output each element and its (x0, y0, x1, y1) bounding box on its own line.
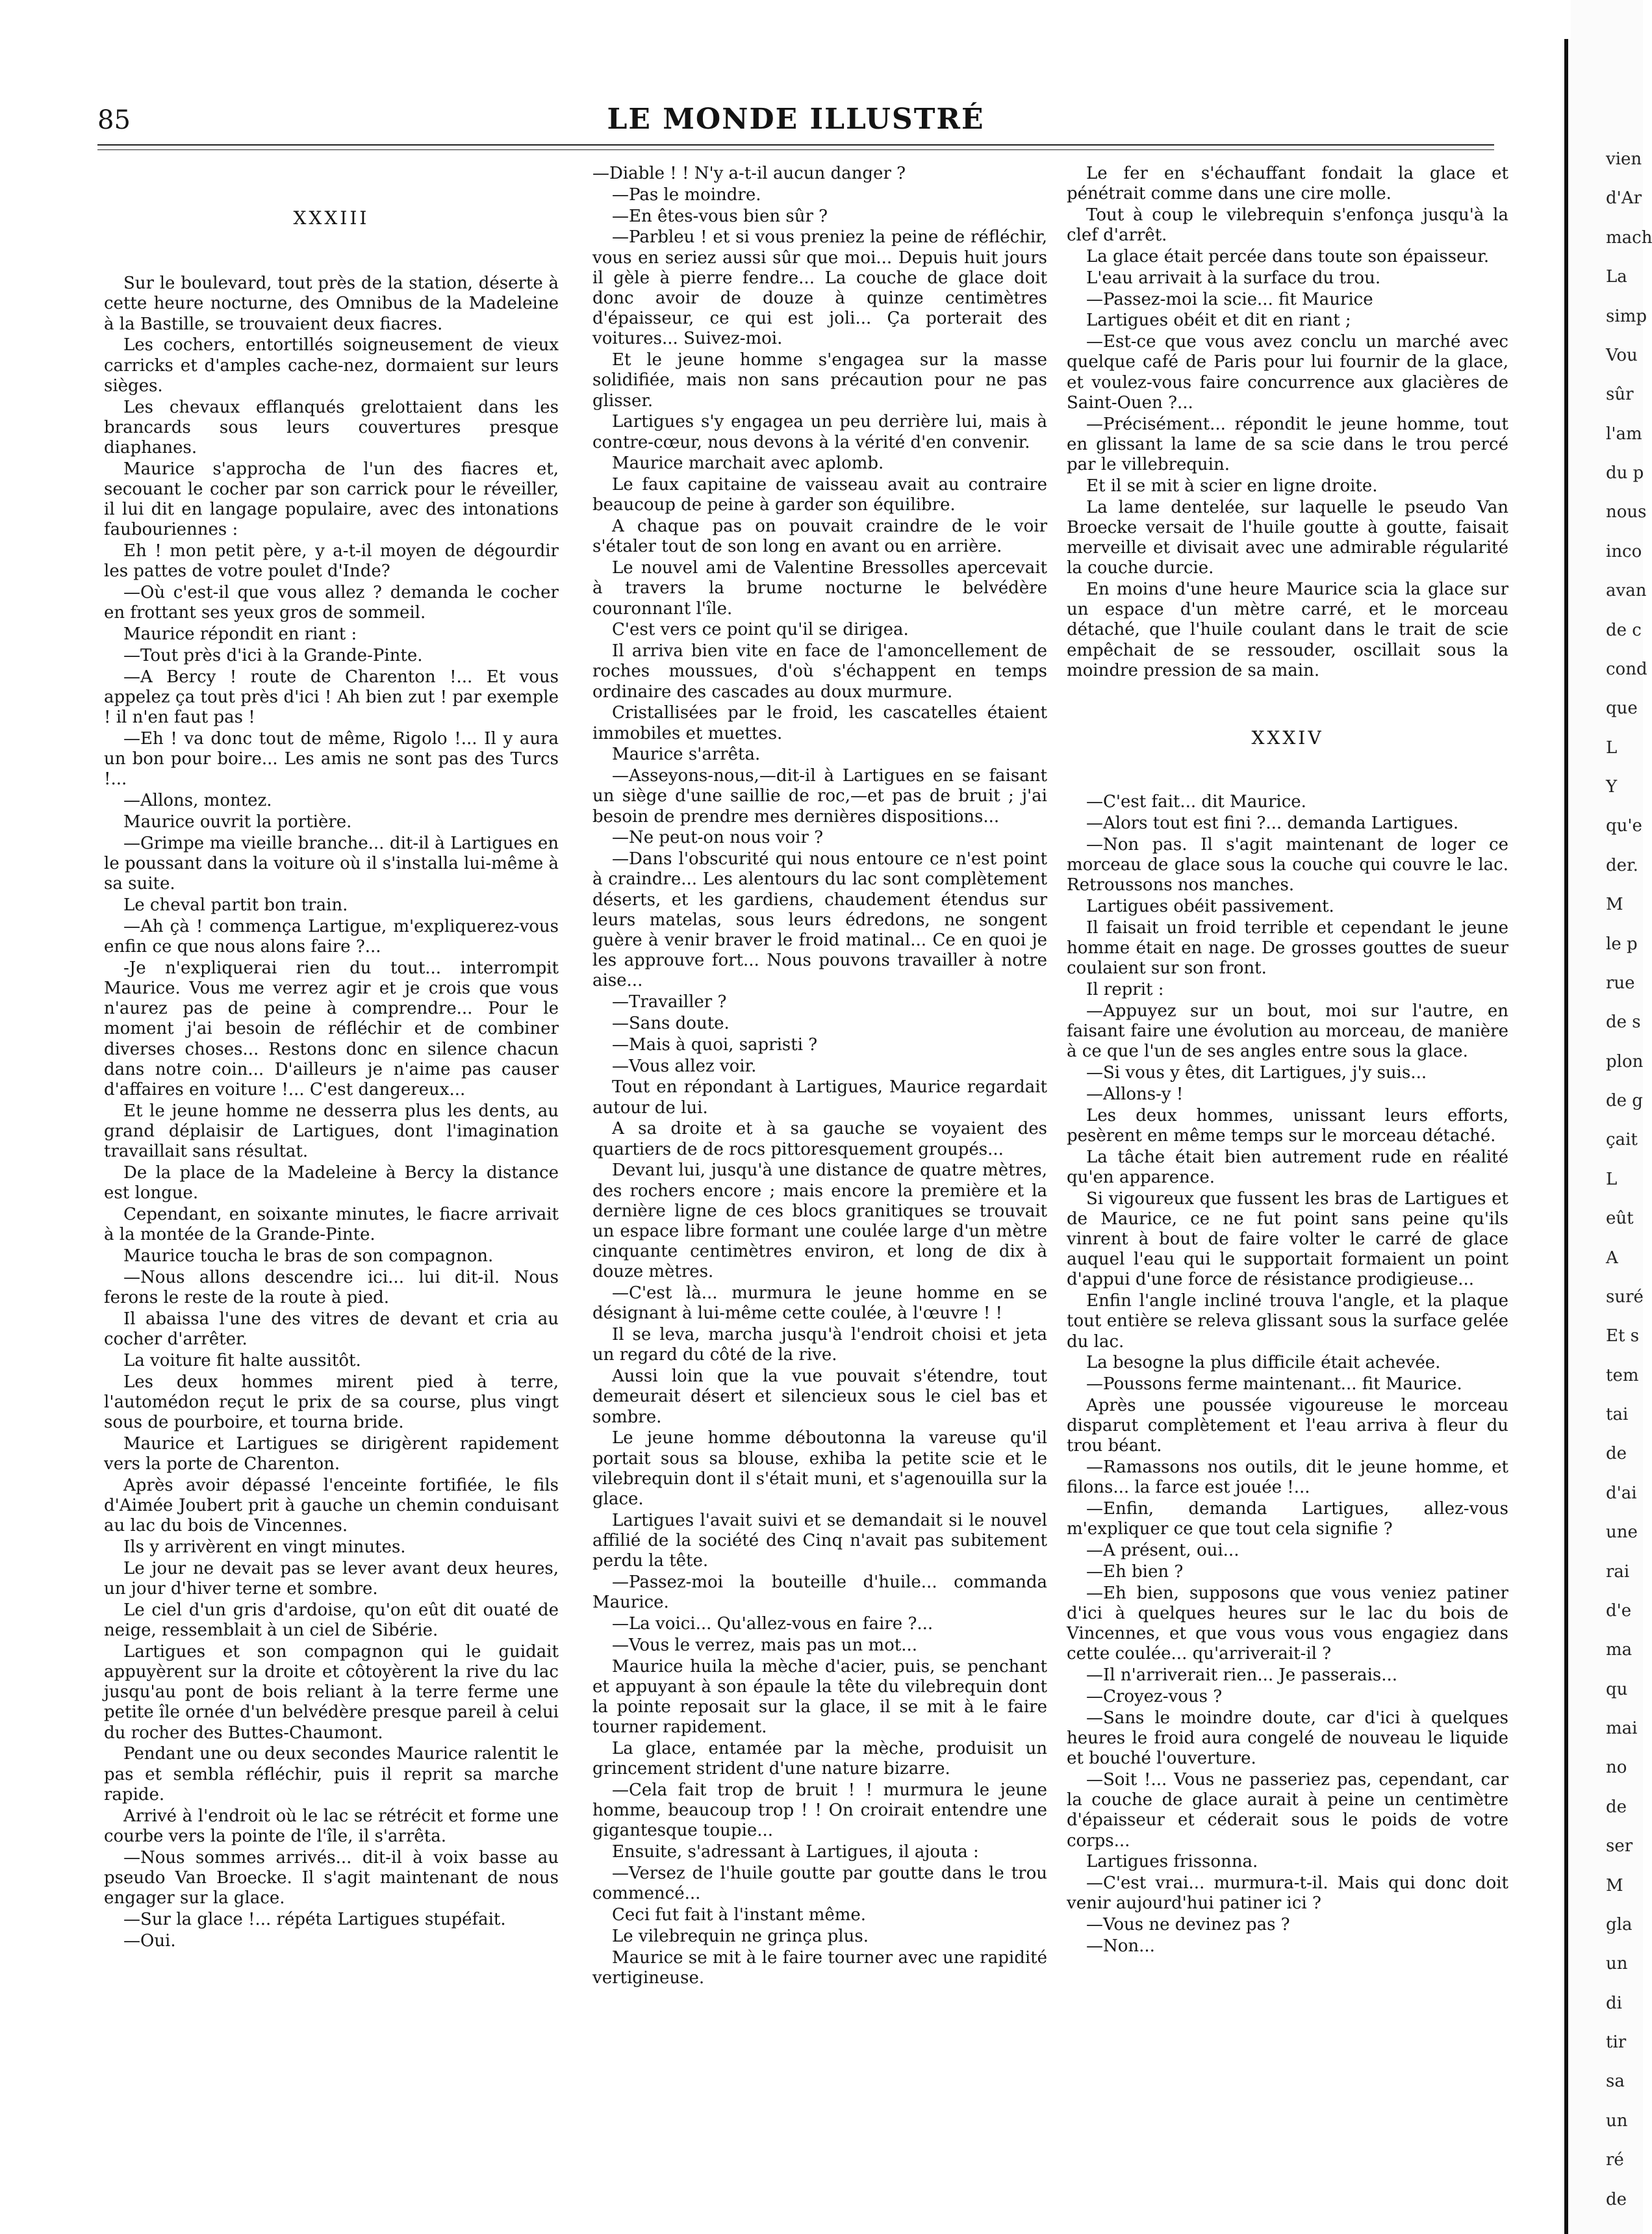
paragraph: —Oui. (123, 1931, 176, 1951)
column-divider (1564, 39, 1568, 2234)
paragraph: Le jour ne devait pas se lever avant deux heures, un jour d'hiver terne et sombre. (104, 1558, 559, 1599)
paragraph: —Eh bien, supposons que vous veniez patiner d'ici à quelques heures sur le lac du bois de Vincennes, et que vous vous vous engagiez dans cette coulée... qu'arriverait-il ? (1067, 1583, 1508, 1664)
paragraph: Maurice s'approcha de l'un des fiacres et, secouant le cocher par son carrick pour le réveiller, il lui dit en langage populaire, avec des intonations faubouriennes : (104, 459, 559, 540)
paragraph: Maurice marchait avec aplomb. (612, 454, 884, 474)
cropped-text-fragment: de g (1606, 1091, 1643, 1111)
paragraph: —C'est là... murmura le jeune homme en se désignant à lui-même cette coulée, à l'œuvre ! ! (592, 1283, 1047, 1324)
paragraph: —Alors tout est fini ?... demanda Lartigues. (1086, 814, 1459, 834)
paragraph: -Je n'expliquerai rien du tout... interrompit Maurice. Vous me verrez agir et je crois que vous n'aurez pas de peine à comprendre... Pour le moment j'ai besoin de réfléchir et de combiner diverses choses... Restons donc en silence chacun dans notre coin... D'ailleurs je n'aime pas causer d'affaires en voiture !... C'est dangereux... (104, 958, 559, 1100)
cropped-text-fragment: d'e (1606, 1600, 1632, 1621)
cropped-text-fragment: cond (1606, 659, 1647, 679)
paragraph: —A présent, oui... (1086, 1541, 1239, 1561)
paragraph: —Passez-moi la bouteille d'huile... commanda Maurice. (592, 1573, 1047, 1613)
paragraph: —C'est fait... dit Maurice. (1086, 792, 1306, 812)
paragraph: —Pas le moindre. (612, 185, 761, 205)
cropped-text-fragment: L (1606, 1169, 1618, 1189)
cropped-text-fragment: simp (1606, 306, 1647, 326)
paragraph: —Ramassons nos outils, dit le jeune homme, et filons... la farce est jouée !... (1067, 1457, 1508, 1498)
paragraph: Maurice huila la mèche d'acier, puis, se penchant et appuyant à son épaule la tête du vilebrequin dont la pointe reposait sur la glace, il se mit à le faire tourner rapidement. (592, 1656, 1047, 1738)
paragraph: —Sans le moindre doute, car d'ici à quelques heures le froid aura congelé de nouveau le liquide et bouché l'ouverture. (1067, 1708, 1508, 1769)
paragraph: De la place de la Madeleine à Bercy la distance est longue. (104, 1163, 559, 1203)
paragraph: Les deux hommes, unissant leurs efforts, pesèrent en même temps sur le morceau détaché. (1067, 1105, 1508, 1146)
cropped-text-fragment: un (1606, 1954, 1628, 1974)
paragraph: —Soit !... Vous ne passeriez pas, cependant, car la couche de glace aurait à peine un centimètre d'épaisseur et céderait sous le poids de votre corps... (1067, 1770, 1508, 1851)
paragraph: —Sans doute. (612, 1014, 730, 1034)
cropped-text-fragment: M (1606, 1875, 1623, 1895)
paragraph: Ils y arrivèrent en vingt minutes. (123, 1537, 406, 1558)
cropped-text-fragment: du p (1606, 463, 1644, 483)
cropped-text-fragment: no (1606, 1758, 1627, 1778)
paragraph: Le cheval partit bon train. (123, 895, 348, 916)
cropped-text-fragment: tem (1606, 1365, 1639, 1385)
paragraph: —Versez de l'huile goutte par goutte dans le trou commencé... (592, 1864, 1047, 1904)
paragraph: Maurice se mit à le faire tourner avec une rapidité vertigineuse. (592, 1947, 1047, 1988)
header-rule-thin (97, 149, 1494, 150)
paragraph: Après une poussée vigoureuse le morceau disparut complètement et l'eau arriva à fleur du trou béant. (1067, 1396, 1508, 1456)
cropped-text-fragment: une (1606, 1522, 1638, 1543)
paragraph: Le vilebrequin ne grinça plus. (612, 1926, 869, 1946)
cropped-text-fragment: sûr (1606, 385, 1634, 405)
paragraph: Ensuite, s'adressant à Lartigues, il ajouta : (612, 1842, 979, 1862)
paragraph: —Vous allez voir. (612, 1056, 757, 1076)
paragraph: —Sur la glace !... répéta Lartigues stupéfait. (123, 1909, 506, 1929)
paragraph: Ceci fut fait à l'instant même. (612, 1905, 867, 1925)
paragraph: —C'est vrai... murmura-t-il. Mais qui donc doit venir aujourd'hui patiner ici ? (1067, 1873, 1508, 1914)
paragraph: Et le jeune homme s'engagea sur la masse solidifiée, mais non sans précaution pour ne pas glisser. (592, 350, 1047, 411)
paragraph: Le jeune homme déboutonna la vareuse qu'il portait sous sa blouse, exhiba la petite scie et le vilebrequin dont il s'était muni, et s'agenouilla sur la glace. (592, 1428, 1047, 1509)
paragraph: La glace était percée dans toute son épaisseur. (1086, 247, 1490, 266)
paragraph: Devant lui, jusqu'à une distance de quatre mètres, des rochers encore ; mais encore la première et la dernière ligne de ces blocs granitiques se trouvait un espace libre formant une coulée large d'un mètre cinquante centimètres environ, et long de dix à douze mètres. (592, 1161, 1047, 1282)
paragraph: —Tout près d'ici à la Grande-Pinte. (123, 646, 423, 666)
paragraph: A sa droite et à sa gauche se voyaient des quartiers de de rocs pittoresquement groupés... (592, 1119, 1047, 1159)
journal-title: LE MONDE ILLUSTRÉ (607, 103, 985, 136)
paragraph: Pendant une ou deux secondes Maurice ralentit le pas et sembla réfléchir, puis il reprit sa marche rapide. (104, 1744, 559, 1804)
cropped-text-fragment: A (1606, 1248, 1618, 1268)
paragraph: Tout en répondant à Lartigues, Maurice regardait autour de lui. (592, 1077, 1047, 1118)
cropped-text-fragment: de s (1606, 1012, 1641, 1033)
paragraph: —Nous allons descendre ici... lui dit-il. Nous ferons le reste de la route à pied. (104, 1267, 559, 1308)
paragraph: Maurice répondit en riant : (123, 624, 357, 645)
paragraph: Après avoir dépassé l'enceinte fortifiée, le fils d'Aimée Joubert prit à gauche un chemin conduisant au lac du bois de Vincennes. (104, 1475, 559, 1536)
paragraph: —Allons-y ! (1086, 1084, 1184, 1104)
cropped-text-fragment: ser (1606, 1836, 1633, 1856)
cropped-text-fragment: Y (1606, 777, 1618, 797)
paragraph: —Eh ! va donc tout de même, Rigolo !... Il y aura un bon pour boire... Les amis ne sont pas des Turcs !... (104, 729, 559, 790)
cropped-text-fragment: Et s (1606, 1326, 1640, 1346)
paragraph: —Vous ne devinez pas ? (1086, 1915, 1290, 1935)
paragraph: —Il n'arriverait rien... Je passerais... (1086, 1665, 1398, 1686)
paragraph: Lartigues l'avait suivi et se demandait si le nouvel affilié de la société des Cinq n'avait pas subitement perdu la tête. (592, 1510, 1047, 1571)
paragraph: —Non pas. Il s'agit maintenant de loger ce morceau de glace sous la couche qui couvre le lac. Retroussons nos manches. (1067, 834, 1508, 895)
paragraph: La besogne la plus difficile était achevée. (1086, 1353, 1441, 1373)
paragraph: Il arriva bien vite en face de l'amoncellement de roches moussues, d'où s'échappent en temps ordinaire des cascades au doux murmure. (592, 641, 1047, 702)
cropped-text-fragment: rai (1606, 1561, 1630, 1582)
cropped-text-fragment: qu (1606, 1679, 1628, 1699)
paragraph: Le fer en s'échauffant fondait la glace et pénétrait comme dans une cire molle. (1067, 164, 1508, 204)
cropped-text-fragment: mach (1606, 227, 1652, 248)
cropped-text-fragment: suré (1606, 1287, 1644, 1307)
paragraph: —La voici... Qu'allez-vous en faire ?... (612, 1614, 934, 1634)
chapter-title: XXXIV (1251, 727, 1324, 749)
paragraph: Les cochers, entortillés soigneusement de vieux carricks et d'amples cache-nez, dormaient sur leurs sièges. (104, 335, 559, 396)
paragraph: Aussi loin que la vue pouvait s'étendre, tout demeurait désert et silencieux sous le ciel bas et sombre. (592, 1367, 1047, 1427)
paragraph: —Eh bien ? (1086, 1562, 1184, 1582)
paragraph: —Si vous y êtes, dit Lartigues, j'y suis... (1086, 1063, 1427, 1083)
paragraph: Lartigues frissonna. (1086, 1852, 1258, 1872)
cropped-text-fragment: qu'e (1606, 816, 1642, 836)
cropped-text-fragment: sa (1606, 2072, 1625, 2092)
paragraph: —Parbleu ! et si vous preniez la peine de réfléchir, vous en seriez aussi sûr que moi... Depuis huit jours il gèle à pierre fendre... La couche de glace doit donc avoir de douze à quinze centimètres d'épaisseur, ce qui est joli... Ça porterait des voitures... Suivez-moi. (592, 227, 1047, 349)
cropped-text-fragment: der. (1606, 855, 1638, 875)
cropped-text-fragment: ma (1606, 1640, 1633, 1660)
cropped-text-fragment: de c (1606, 620, 1642, 640)
cropped-text-fragment: un (1606, 2111, 1628, 2131)
cropped-text-fragment: d'Ar (1606, 188, 1642, 209)
paragraph: Le faux capitaine de vaisseau avait au contraire beaucoup de peine à garder son équilibre. (592, 475, 1047, 515)
paragraph: Le ciel d'un gris d'ardoise, qu'on eût dit ouaté de neige, ressemblait à un ciel de Sibérie. (104, 1600, 559, 1641)
paragraph: Arrivé à l'endroit où le lac se rétrécit et forme une courbe vers la pointe de l'île, il s'arrêta. (104, 1806, 559, 1846)
text-column-2 (592, 164, 1047, 1990)
paragraph: —Où c'est-il que vous allez ? demanda le cocher en frottant ses yeux gros de sommeil. (104, 583, 559, 623)
cropped-text-fragment: çait (1606, 1130, 1638, 1150)
paragraph: La lame dentelée, sur laquelle le pseudo Van Broecke versait de l'huile goutte à goutte, faisait merveille et divisait avec une admirable régularité la couche durcie. (1067, 497, 1508, 578)
paragraph: —A Bercy ! route de Charenton !... Et vous appelez ça tout près d'ici ! Ah bien zut ! par exemple ! il n'en faut pas ! (104, 667, 559, 728)
paragraph: Maurice ouvrit la portière. (123, 812, 352, 832)
paragraph: —Vous le verrez, mais pas un mot... (612, 1635, 918, 1655)
paragraph: Maurice toucha le bras de son compagnon. (123, 1246, 494, 1266)
paragraph: Lartigues obéit et dit en riant ; (1086, 311, 1351, 331)
cropped-text-fragment: mai (1606, 1719, 1638, 1739)
cropped-text-fragment: La (1606, 267, 1627, 287)
paragraph: —Non... (1086, 1936, 1155, 1957)
cropped-text-fragment: eût (1606, 1209, 1634, 1229)
paragraph: Sur le boulevard, tout près de la station, déserte à cette heure nocturne, des Omnibus de la Madeleine à la Bastille, se trouvaient deux fiacres. (104, 274, 559, 334)
paragraph: L'eau arrivait à la surface du trou. (1086, 268, 1381, 288)
cropped-text-fragment: gla (1606, 1914, 1633, 1934)
cropped-text-fragment: tir (1606, 2033, 1627, 2053)
cropped-text-fragment: di (1606, 1993, 1622, 2013)
paragraph: —Enfin, demanda Lartigues, allez-vous m'expliquer ce que tout cela signifie ? (1067, 1499, 1508, 1539)
cropped-text-fragment: de (1606, 2189, 1627, 2209)
paragraph: —Travailler ? (612, 992, 727, 1012)
cropped-text-fragment: l'am (1606, 424, 1642, 444)
paragraph: —Asseyons-nous,—dit-il à Lartigues en se faisant un siège d'une saillie de roc,—et pas de bruit ; j'ai besoin de prendre mes dernières dispositions... (592, 766, 1047, 827)
text-column-1 (104, 162, 559, 1952)
paragraph: En moins d'une heure Maurice scia la glace sur un espace d'un mètre carré, et le morceau détaché, que l'huile coulant dans le trait de scie empêchait de se ressouder, oscillait sous la moindre pression de sa main. (1067, 580, 1508, 680)
paragraph: —Poussons ferme maintenant... fit Maurice. (1086, 1374, 1462, 1394)
paragraph: —Précisément... répondit le jeune homme, tout en glissant la lame de sa scie dans le trou percé par le villebrequin. (1067, 414, 1508, 474)
cropped-text-fragment: Vou (1606, 345, 1638, 365)
text-column-4-cropped (1571, 0, 1652, 2234)
paragraph: —Passez-moi la scie... fit Maurice (1086, 289, 1373, 309)
paragraph: Il reprit : (1086, 980, 1164, 1000)
paragraph: Il se leva, marcha jusqu'à l'endroit choisi et jeta un regard du côté de la rive. (592, 1325, 1047, 1365)
paragraph: —En êtes-vous bien sûr ? (612, 206, 828, 226)
paragraph: —Appuyez sur un bout, moi sur l'autre, en faisant faire une évolution au morceau, de manière à ce que l'un de ses angles entre sous la glace. (1067, 1001, 1508, 1062)
paragraph: Si vigoureux que fussent les bras de Lartigues et de Maurice, ce ne fut point sans peine qu'ils vinrent à bout de faire volter le carré de glace auquel l'eau qui le supportait formaient un point d'appui d'une force de résistance prodigieuse... (1067, 1188, 1508, 1290)
cropped-text-fragment: inco (1606, 541, 1642, 561)
paragraph: Cependant, en soixante minutes, le fiacre arrivait à la montée de la Grande-Pinte. (104, 1205, 559, 1245)
cropped-text-fragment: d'ai (1606, 1483, 1637, 1503)
paragraph: —Diable ! ! N'y a-t-il aucun danger ? (592, 164, 906, 183)
paragraph: —Nous sommes arrivés... dit-il à voix basse au pseudo Van Broecke. Il s'agit maintenant de nous engager sur la glace. (104, 1847, 559, 1908)
paragraph: —Dans l'obscurité qui nous entoure ce n'est point à craindre... Les alentours du lac sont complètement déserts, et les gardiens, chaudement étendus sur leurs matelas, sous leurs édredons, ne songent guère à venir braver le froid matinal... Ce en quoi je les approuve fort... Nous pouvons travailler à notre aise... (592, 849, 1047, 991)
paragraph: Cristallisées par le froid, les cascatelles étaient immobiles et muettes. (592, 703, 1047, 743)
paragraph: Et le jeune homme ne desserra plus les dents, au grand déplaisir de Lartigues, dont l'imagination travaillait sans résultat. (104, 1101, 559, 1162)
paragraph: Les deux hommes mirent pied à terre, l'automédon reçut le prix de sa course, plus vingt sous de pourboire, et tourna bride. (104, 1372, 559, 1433)
paragraph: Maurice s'arrêta. (612, 745, 761, 765)
cropped-text-fragment: vien (1606, 149, 1642, 169)
cropped-text-fragment: tai (1606, 1405, 1629, 1425)
cropped-text-fragment: ré (1606, 2150, 1624, 2170)
column-3-part-2 (1067, 792, 1508, 1957)
paragraph: Maurice et Lartigues se dirigèrent rapidement vers la porte de Charenton. (104, 1433, 559, 1474)
cropped-text-fragment: de (1606, 1797, 1627, 1817)
paragraph: A chaque pas on pouvait craindre de le voir s'étaler tout de son long en avant ou en arrière. (592, 517, 1047, 557)
paragraph: La tâche était bien autrement rude en réalité qu'en apparence. (1067, 1147, 1508, 1187)
column-3-part-1 (1067, 164, 1508, 681)
paragraph: Lartigues obéit passivement. (1086, 897, 1334, 917)
paragraph: C'est vers ce point qu'il se dirigea. (612, 620, 909, 640)
chapter-title: XXXIII (293, 207, 370, 229)
paragraph: Il faisait un froid terrible et cependant le jeune homme était en nage. De grosses gouttes de sueur coulaient sur son front. (1067, 918, 1508, 979)
cropped-text-fragment: que (1606, 699, 1638, 719)
paragraph: Lartigues et son compagnon qui le guidait appuyèrent sur la droite et côtoyèrent la rive du lac jusqu'au pont de bois reliant à la terre ferme une petite île ornée d'un belvédère presque pareil à celui du rocher des Buttes-Chaumont. (104, 1641, 559, 1743)
page-header (97, 101, 1494, 140)
paragraph: La voiture fit halte aussitôt. (123, 1350, 361, 1370)
paragraph: Lartigues s'y engagea un peu derrière lui, mais à contre-cœur, nous devons à la vérité d'en convenir. (592, 412, 1047, 452)
paragraph: —Mais à quoi, sapristi ? (612, 1034, 818, 1055)
cropped-text-fragment: de (1606, 1444, 1627, 1464)
cropped-text-fragment: le p (1606, 934, 1638, 954)
text-column-3 (1067, 164, 1508, 1958)
paragraph: —Grimpe ma vieille branche... dit-il à Lartigues en le poussant dans la voiture où il s'installa lui-même à sa suite. (104, 833, 559, 894)
cropped-text-fragment: nous (1606, 502, 1647, 522)
cropped-text-fragment: L (1606, 738, 1618, 758)
paragraph: —Est-ce que vous avez conclu un marché avec quelque café de Paris pour lui fournir de la glace, et voulez-vous faire concurrence aux glacières de Saint-Ouen ?... (1067, 332, 1508, 413)
cropped-text-fragment: rue (1606, 973, 1635, 993)
paragraph: —Allons, montez. (123, 791, 272, 811)
paragraph: Tout à coup le vilebrequin s'enfonça jusqu'à la clef d'arrêt. (1067, 205, 1508, 246)
paragraph: Enfin l'angle incliné trouva l'angle, et la plaque tout entière se releva glissant sous la surface gelée du lac. (1067, 1291, 1508, 1352)
header-rule (97, 144, 1494, 146)
cropped-text-fragment: M (1606, 895, 1623, 915)
paragraph: Il abaissa l'une des vitres de devant et cria au cocher d'arrêter. (104, 1309, 559, 1350)
paragraph: Les chevaux efflanqués grelottaient dans les brancards sous leurs couvertures presque diaphanes. (104, 397, 559, 458)
paragraph: —Cela fait trop de bruit ! ! murmura le jeune homme, beaucoup trop ! ! On croirait entendre une gigantesque toupie... (592, 1780, 1047, 1841)
cropped-text-fragment: avan (1606, 581, 1647, 601)
paragraph: La glace, entamée par la mèche, produisit un grincement strident d'une nature bizarre. (592, 1739, 1047, 1779)
paragraph: Le nouvel ami de Valentine Bressolles apercevait à travers la brume nocturne le belvédère couronnant l'île. (592, 558, 1047, 619)
page-number: 85 (97, 105, 131, 135)
paragraph: Eh ! mon petit père, y a-t-il moyen de dégourdir les pattes de votre poulet d'Inde? (104, 541, 559, 582)
paragraph: —Croyez-vous ? (1086, 1687, 1223, 1707)
paragraph: Et il se mit à scier en ligne droite. (1086, 476, 1378, 496)
paragraph: —Ah çà ! commença Lartigue, m'expliquerez-vous enfin ce que nous alons faire ?... (104, 916, 559, 957)
cropped-text-fragment: plon (1606, 1051, 1644, 1072)
paragraph: —Ne peut-on nous voir ? (612, 828, 824, 848)
